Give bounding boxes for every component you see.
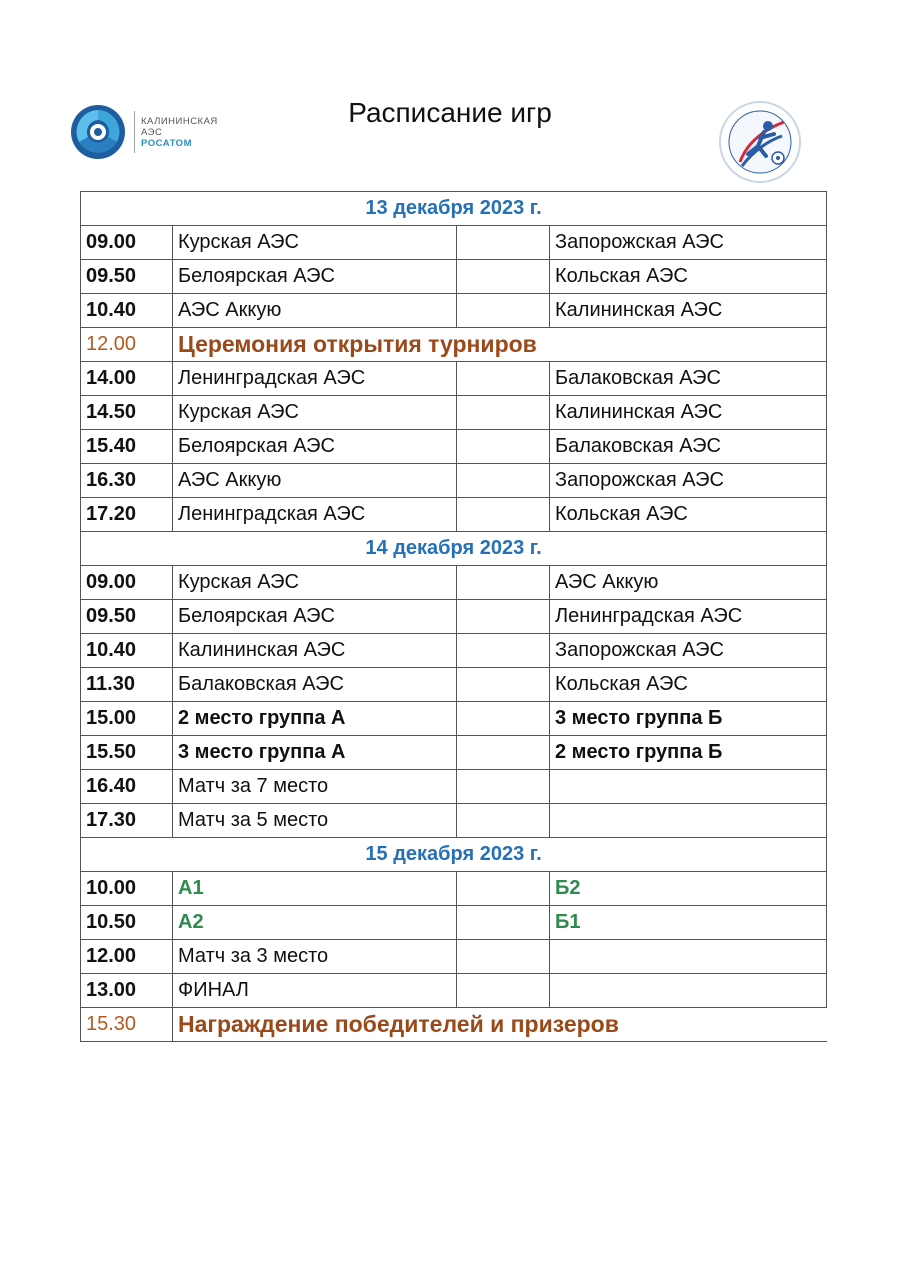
match-time: 16.30 <box>81 464 173 498</box>
score-cell <box>457 396 550 430</box>
logo-line-2: АЭС <box>141 126 163 138</box>
score-cell <box>457 464 550 498</box>
match-time: 14.50 <box>81 396 173 430</box>
schedule-table <box>80 191 827 1042</box>
date-row <box>81 192 827 226</box>
home-team: Матч за 7 место <box>173 770 457 804</box>
event-row <box>81 328 827 362</box>
match-row <box>81 770 827 804</box>
home-team: Курская АЭС <box>173 226 457 260</box>
match-time: 12.00 <box>81 940 173 974</box>
match-row <box>81 362 827 396</box>
match-row <box>81 396 827 430</box>
match-row <box>81 872 827 906</box>
home-team: Ленинградская АЭС <box>173 362 457 396</box>
event-name: Церемония открытия турниров <box>173 328 827 362</box>
match-time: 10.00 <box>81 872 173 906</box>
score-cell <box>457 736 550 770</box>
away-team <box>550 804 827 838</box>
logo-line-1: КАЛИНИНСКАЯ <box>141 115 218 127</box>
date-heading: 13 декабря 2023 г. <box>81 192 827 226</box>
football-tournament-emblem-icon <box>718 100 802 184</box>
home-team: АЭС Аккую <box>173 464 457 498</box>
match-time: 10.40 <box>81 294 173 328</box>
score-cell <box>457 362 550 396</box>
match-time: 09.00 <box>81 566 173 600</box>
away-team: Балаковская АЭС <box>550 362 827 396</box>
match-row <box>81 464 827 498</box>
away-team <box>550 974 827 1008</box>
date-heading: 14 декабря 2023 г. <box>81 532 827 566</box>
match-time: 12.00 <box>81 328 173 362</box>
home-team: Балаковская АЭС <box>173 668 457 702</box>
score-cell <box>457 260 550 294</box>
match-time: 16.40 <box>81 770 173 804</box>
away-team <box>550 770 827 804</box>
match-time: 11.30 <box>81 668 173 702</box>
score-cell <box>457 872 550 906</box>
away-team: Кольская АЭС <box>550 668 827 702</box>
score-cell <box>457 566 550 600</box>
event-name: Награждение победителей и призеров <box>173 1008 827 1042</box>
score-cell <box>457 668 550 702</box>
home-team: АЭС Аккую <box>173 294 457 328</box>
match-row <box>81 804 827 838</box>
date-heading: 15 декабря 2023 г. <box>81 838 827 872</box>
score-cell <box>457 804 550 838</box>
match-row <box>81 260 827 294</box>
away-team: АЭС Аккую <box>550 566 827 600</box>
home-team: Калининская АЭС <box>173 634 457 668</box>
match-row <box>81 736 827 770</box>
home-team: А2 <box>173 906 457 940</box>
away-team: Запорожская АЭС <box>550 464 827 498</box>
score-cell <box>457 906 550 940</box>
home-team: 3 место группа А <box>173 736 457 770</box>
match-row <box>81 226 827 260</box>
date-row <box>81 532 827 566</box>
match-time: 09.50 <box>81 260 173 294</box>
away-team: Кольская АЭС <box>550 260 827 294</box>
match-time: 15.40 <box>81 430 173 464</box>
away-team: Калининская АЭС <box>550 396 827 430</box>
match-time: 17.30 <box>81 804 173 838</box>
home-team: Матч за 3 место <box>173 940 457 974</box>
score-cell <box>457 770 550 804</box>
date-row <box>81 838 827 872</box>
away-team: 2 место группа Б <box>550 736 827 770</box>
score-cell <box>457 940 550 974</box>
match-row <box>81 430 827 464</box>
away-team: Балаковская АЭС <box>550 430 827 464</box>
match-row <box>81 974 827 1008</box>
home-team: 2 место группа А <box>173 702 457 736</box>
away-team: Калининская АЭС <box>550 294 827 328</box>
away-team: Запорожская АЭС <box>550 634 827 668</box>
away-team <box>550 940 827 974</box>
match-row <box>81 668 827 702</box>
match-row <box>81 600 827 634</box>
home-team: Белоярская АЭС <box>173 260 457 294</box>
match-time: 10.40 <box>81 634 173 668</box>
match-row <box>81 906 827 940</box>
home-team: ФИНАЛ <box>173 974 457 1008</box>
score-cell <box>457 294 550 328</box>
away-team: Б1 <box>550 906 827 940</box>
schedule-body <box>81 192 827 1042</box>
match-row <box>81 940 827 974</box>
match-time: 15.30 <box>81 1008 173 1042</box>
home-team: Белоярская АЭС <box>173 600 457 634</box>
match-time: 10.50 <box>81 906 173 940</box>
away-team: Б2 <box>550 872 827 906</box>
event-row <box>81 1008 827 1042</box>
score-cell <box>457 430 550 464</box>
score-cell <box>457 634 550 668</box>
match-time: 15.00 <box>81 702 173 736</box>
home-team: Ленинградская АЭС <box>173 498 457 532</box>
away-team: Кольская АЭС <box>550 498 827 532</box>
page-title: Расписание игр <box>348 97 552 128</box>
away-team: Запорожская АЭС <box>550 226 827 260</box>
score-cell <box>457 600 550 634</box>
away-team: 3 место группа Б <box>550 702 827 736</box>
home-team: Белоярская АЭС <box>173 430 457 464</box>
score-cell <box>457 974 550 1008</box>
match-time: 09.00 <box>81 226 173 260</box>
match-time: 17.20 <box>81 498 173 532</box>
match-time: 13.00 <box>81 974 173 1008</box>
score-cell <box>457 702 550 736</box>
page-header <box>0 0 900 190</box>
match-row <box>81 498 827 532</box>
score-cell <box>457 498 550 532</box>
match-row <box>81 702 827 736</box>
match-row <box>81 566 827 600</box>
logo-line-3: РОСАТОМ <box>141 137 192 149</box>
home-team: Курская АЭС <box>173 566 457 600</box>
score-cell <box>457 226 550 260</box>
match-time: 15.50 <box>81 736 173 770</box>
match-time: 09.50 <box>81 600 173 634</box>
match-row <box>81 634 827 668</box>
match-row <box>81 294 827 328</box>
home-team: А1 <box>173 872 457 906</box>
home-team: Матч за 5 место <box>173 804 457 838</box>
match-time: 14.00 <box>81 362 173 396</box>
home-team: Курская АЭС <box>173 396 457 430</box>
away-team: Ленинградская АЭС <box>550 600 827 634</box>
